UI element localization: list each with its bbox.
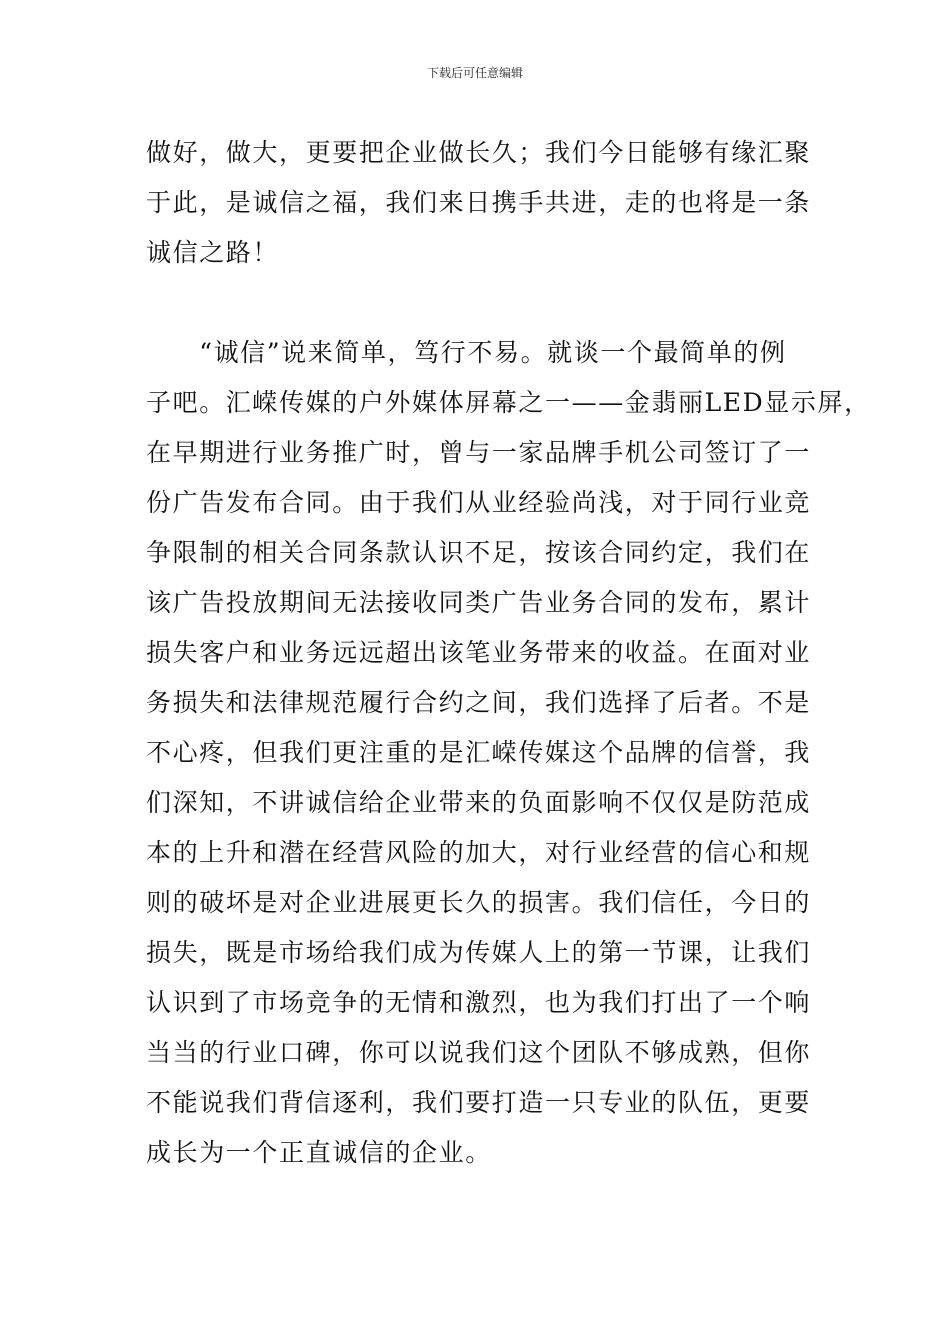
text-line: 损失客户和业务远远超出该笔业务带来的收益。在面对业: [146, 638, 812, 667]
paragraph-2: [146, 328, 871, 1178]
text-line: 认识到了市场竞争的无情和激烈，也为我们打出了一个响: [146, 988, 812, 1017]
body-text: [146, 128, 871, 1178]
text-line: 子吧。汇嵘传媒的户外媒体屏幕之一——金翡丽LED显示屏，: [146, 388, 871, 417]
text-line: 诚信之路！: [146, 238, 280, 267]
paragraph-1: [146, 128, 812, 278]
text-line: “诚信”说来简单，笃行不易。就谈一个最简单的例: [146, 338, 787, 367]
text-line: 成长为一个正直诚信的企业。: [146, 1138, 492, 1167]
paragraph-gap: [146, 278, 808, 328]
text-line: 在早期进行业务推广时，曾与一家品牌手机公司签订了一: [146, 438, 812, 467]
text-line: 争限制的相关合同条款认识不足，按该合同约定，我们在: [146, 538, 812, 567]
text-line: 本的上升和潜在经营风险的加大，对行业经营的信心和规: [146, 838, 812, 867]
text-line: 不心疼，但我们更注重的是汇嵘传媒这个品牌的信誉，我: [146, 738, 812, 767]
text-line: 则的破坏是对企业进展更长久的损害。我们信任，今日的: [146, 888, 812, 917]
text-line: 们深知，不讲诚信给企业带来的负面影响不仅仅是防范成: [146, 788, 812, 817]
text-line: 损失，既是市场给我们成为传媒人上的第一节课，让我们: [146, 938, 812, 967]
text-line: 不能说我们背信逐利，我们要打造一只专业的队伍，更要: [146, 1088, 812, 1117]
text-line: 做好，做大，更要把企业做长久；我们今日能够有缘汇聚: [146, 138, 812, 167]
text-line: 务损失和法律规范履行合约之间，我们选择了后者。不是: [146, 688, 812, 717]
text-line: 份广告发布合同。由于我们从业经验尚浅，对于同行业竞: [146, 488, 812, 517]
header-note: 下载后可任意编辑: [426, 66, 523, 80]
text-line: 该广告投放期间无法接收同类广告业务合同的发布，累计: [146, 588, 812, 617]
text-line: 当当的行业口碑，你可以说我们这个团队不够成熟，但你: [146, 1038, 812, 1067]
text-line: 于此，是诚信之福，我们来日携手共进，走的也将是一条: [146, 188, 812, 217]
